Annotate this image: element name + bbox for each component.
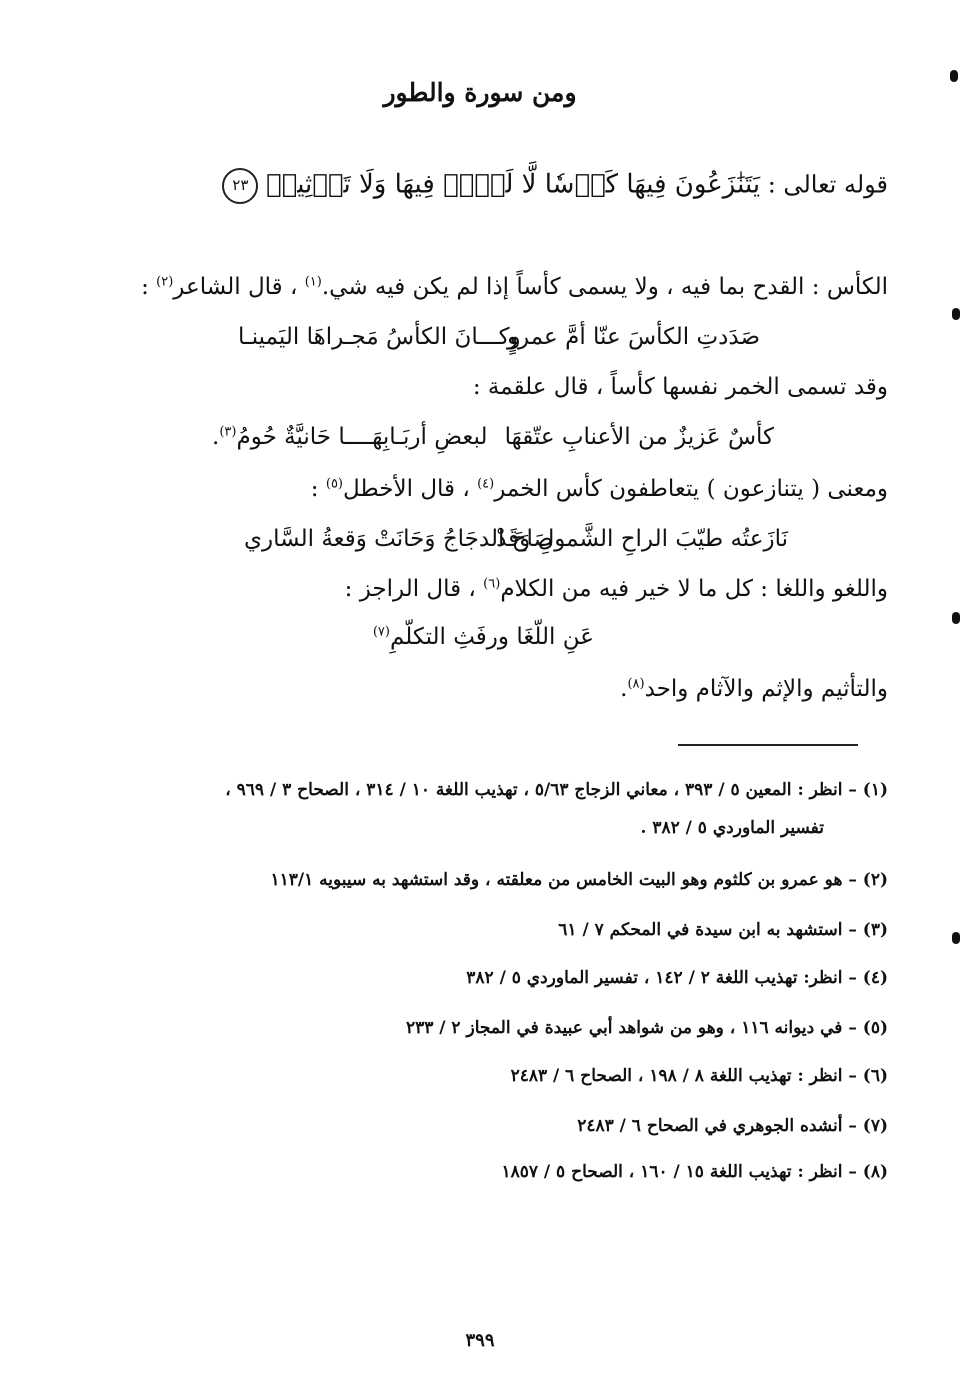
verse-line — [218, 168, 888, 204]
footnote-text: – انظر: تهذيب اللغة ٢ / ١٤٢ ، تفسير الماوردي ٥ / ٣٨٢ — [466, 968, 857, 988]
footnote-6 — [511, 1066, 888, 1086]
body-line-2: وقد تسمى الخمر نفسها كأساً ، قال علقمة : — [472, 374, 888, 400]
scan-mark — [952, 612, 960, 624]
body-line-5 — [620, 676, 888, 702]
line-text: الكأس : القدح بما فيه ، ولا يسمى كأساً إذا لم يكن فيه شي. — [321, 274, 888, 300]
verse-intro: قوله تعالى : — [767, 170, 888, 199]
footnote-ref: (٨) — [627, 676, 645, 692]
footnote-ref: (٥) — [325, 476, 343, 492]
footnote-7 — [577, 1116, 888, 1136]
poem-1-second-hemistich: وكـــانَ الكأسُ مَجـراهَا اليَمينـا — [238, 324, 521, 350]
footnote-text: – أنشده الجوهري في الصحاح ٦ / ٢٤٨٣ — [577, 1116, 857, 1136]
line-text: ومعنى ( يتنازعون ) يتعاطفون كأس الخمر — [494, 476, 888, 502]
footnote-text: – استشهد به ابن سيدة في المحكم ٧ / ٦١ — [558, 920, 857, 940]
line-text: واللغو واللغا : كل ما لا خير فيه من الكلام — [500, 576, 888, 602]
line-text: : — [141, 274, 157, 300]
footnote-4 — [466, 968, 888, 988]
hemistich-text: . — [212, 424, 220, 450]
footnote-3 — [558, 920, 888, 940]
footnote-1 — [225, 780, 888, 800]
line-text: ، قال الراجز : — [344, 576, 484, 602]
footnote-number: (٢) — [862, 870, 888, 890]
footnote-2 — [270, 870, 888, 890]
poem-1-first-hemistich: صَدَدتِ الكأسَ عنّا أمَّ عمروٍ — [506, 324, 760, 350]
line-text: : — [310, 476, 326, 502]
body-line-4 — [345, 576, 888, 602]
verse-text: عَنِ اللّغَا ورفَثِ التكلّمِ — [389, 624, 594, 650]
footnote-ref: (٢) — [156, 274, 174, 290]
page-header: ومن سورة والطور — [383, 78, 577, 107]
footnote-8 — [501, 1162, 888, 1182]
footnote-ref: (١) — [304, 274, 322, 290]
scan-mark — [950, 70, 958, 82]
poem-2-second-hemistich — [212, 424, 487, 450]
quran-verse: يَتَنَٰزَعُونَ فِيهَا كَأۡسٗا لَّا لَغۡوٞ فِيهَا وَلَا تَأۡثِيمٞ — [265, 169, 761, 200]
line-text: ، قال الشاعر — [173, 274, 305, 300]
body-line-1 — [141, 274, 888, 300]
scan-mark — [952, 932, 960, 944]
footnote-1-continuation: تفسير الماوردي ٥ / ٣٨٢ . — [640, 818, 824, 838]
footnote-text: – انظر : تهذيب اللغة ٨ / ١٩٨ ، الصحاح ٦ / ٢٤٨٣ — [510, 1066, 857, 1086]
poem-3-second-hemistich: صَاحَ الدجَاجُ وَحَانَتْ وَقعةُ السَّاري — [244, 526, 554, 552]
poem-3-first-hemistich: نَازَعتُه طيّبَ الراحِ الشَّمولِ وَقَدْ — [496, 526, 788, 552]
hemistich-text: لبعضِ أربَـابِهَــــا حَانيَّةٌ حُومُ — [236, 424, 488, 450]
footnote-number: (٦) — [862, 1066, 888, 1086]
footnote-ref: (٦) — [483, 576, 501, 592]
line-text: ، قال الأخطل — [343, 476, 478, 502]
footnote-text: – انظر : تهذيب اللغة ١٥ / ١٦٠ ، الصحاح ٥ / ١٨٥٧ — [501, 1162, 857, 1182]
footnote-number: (٣) — [862, 920, 888, 940]
footnote-5 — [406, 1018, 888, 1038]
footnote-number: (٨) — [862, 1162, 888, 1182]
footnote-ref: (٣) — [219, 424, 237, 440]
scan-mark — [952, 308, 960, 320]
footnote-number: (١) — [862, 780, 888, 800]
footnote-text: – في ديوانه ١١٦ ، وهو من شواهد أبي عبيدة في المجاز ٢ / ٢٣٣ — [405, 1018, 857, 1038]
footnote-text: – انظر : المعين ٥ / ٣٩٣ ، معاني الزجاج ٥/٦٣ ، تهذيب اللغة ١٠ / ٣١٤ ، الصحاح ٣ / ٩٦٩ ، — [225, 780, 857, 800]
line-text: . — [620, 676, 628, 702]
footnote-text: – هو عمرو بن كلثوم وهو البيت الخامس من معلقته ، وقد استشهد به سيبويه ١١٣/١ — [270, 870, 857, 890]
ayah-number-mark: ٢٣ — [222, 168, 258, 204]
page-number: ٣٩٩ — [465, 1330, 495, 1351]
footnote-number: (٧) — [862, 1116, 888, 1136]
footnote-number: (٤) — [862, 968, 888, 988]
footnote-number: (٥) — [862, 1018, 888, 1038]
footnote-ref: (٤) — [477, 476, 495, 492]
line-text: والتأثيم والإثم والآثام واحد — [644, 676, 888, 702]
poem-2-first-hemistich: كأسٌ عَزيزٌ من الأعنابِ عتّقهَا — [504, 424, 774, 450]
footnote-separator — [678, 744, 858, 746]
body-line-3 — [311, 476, 888, 502]
poem-4-verse — [373, 624, 594, 650]
footnote-ref: (٧) — [372, 624, 390, 640]
